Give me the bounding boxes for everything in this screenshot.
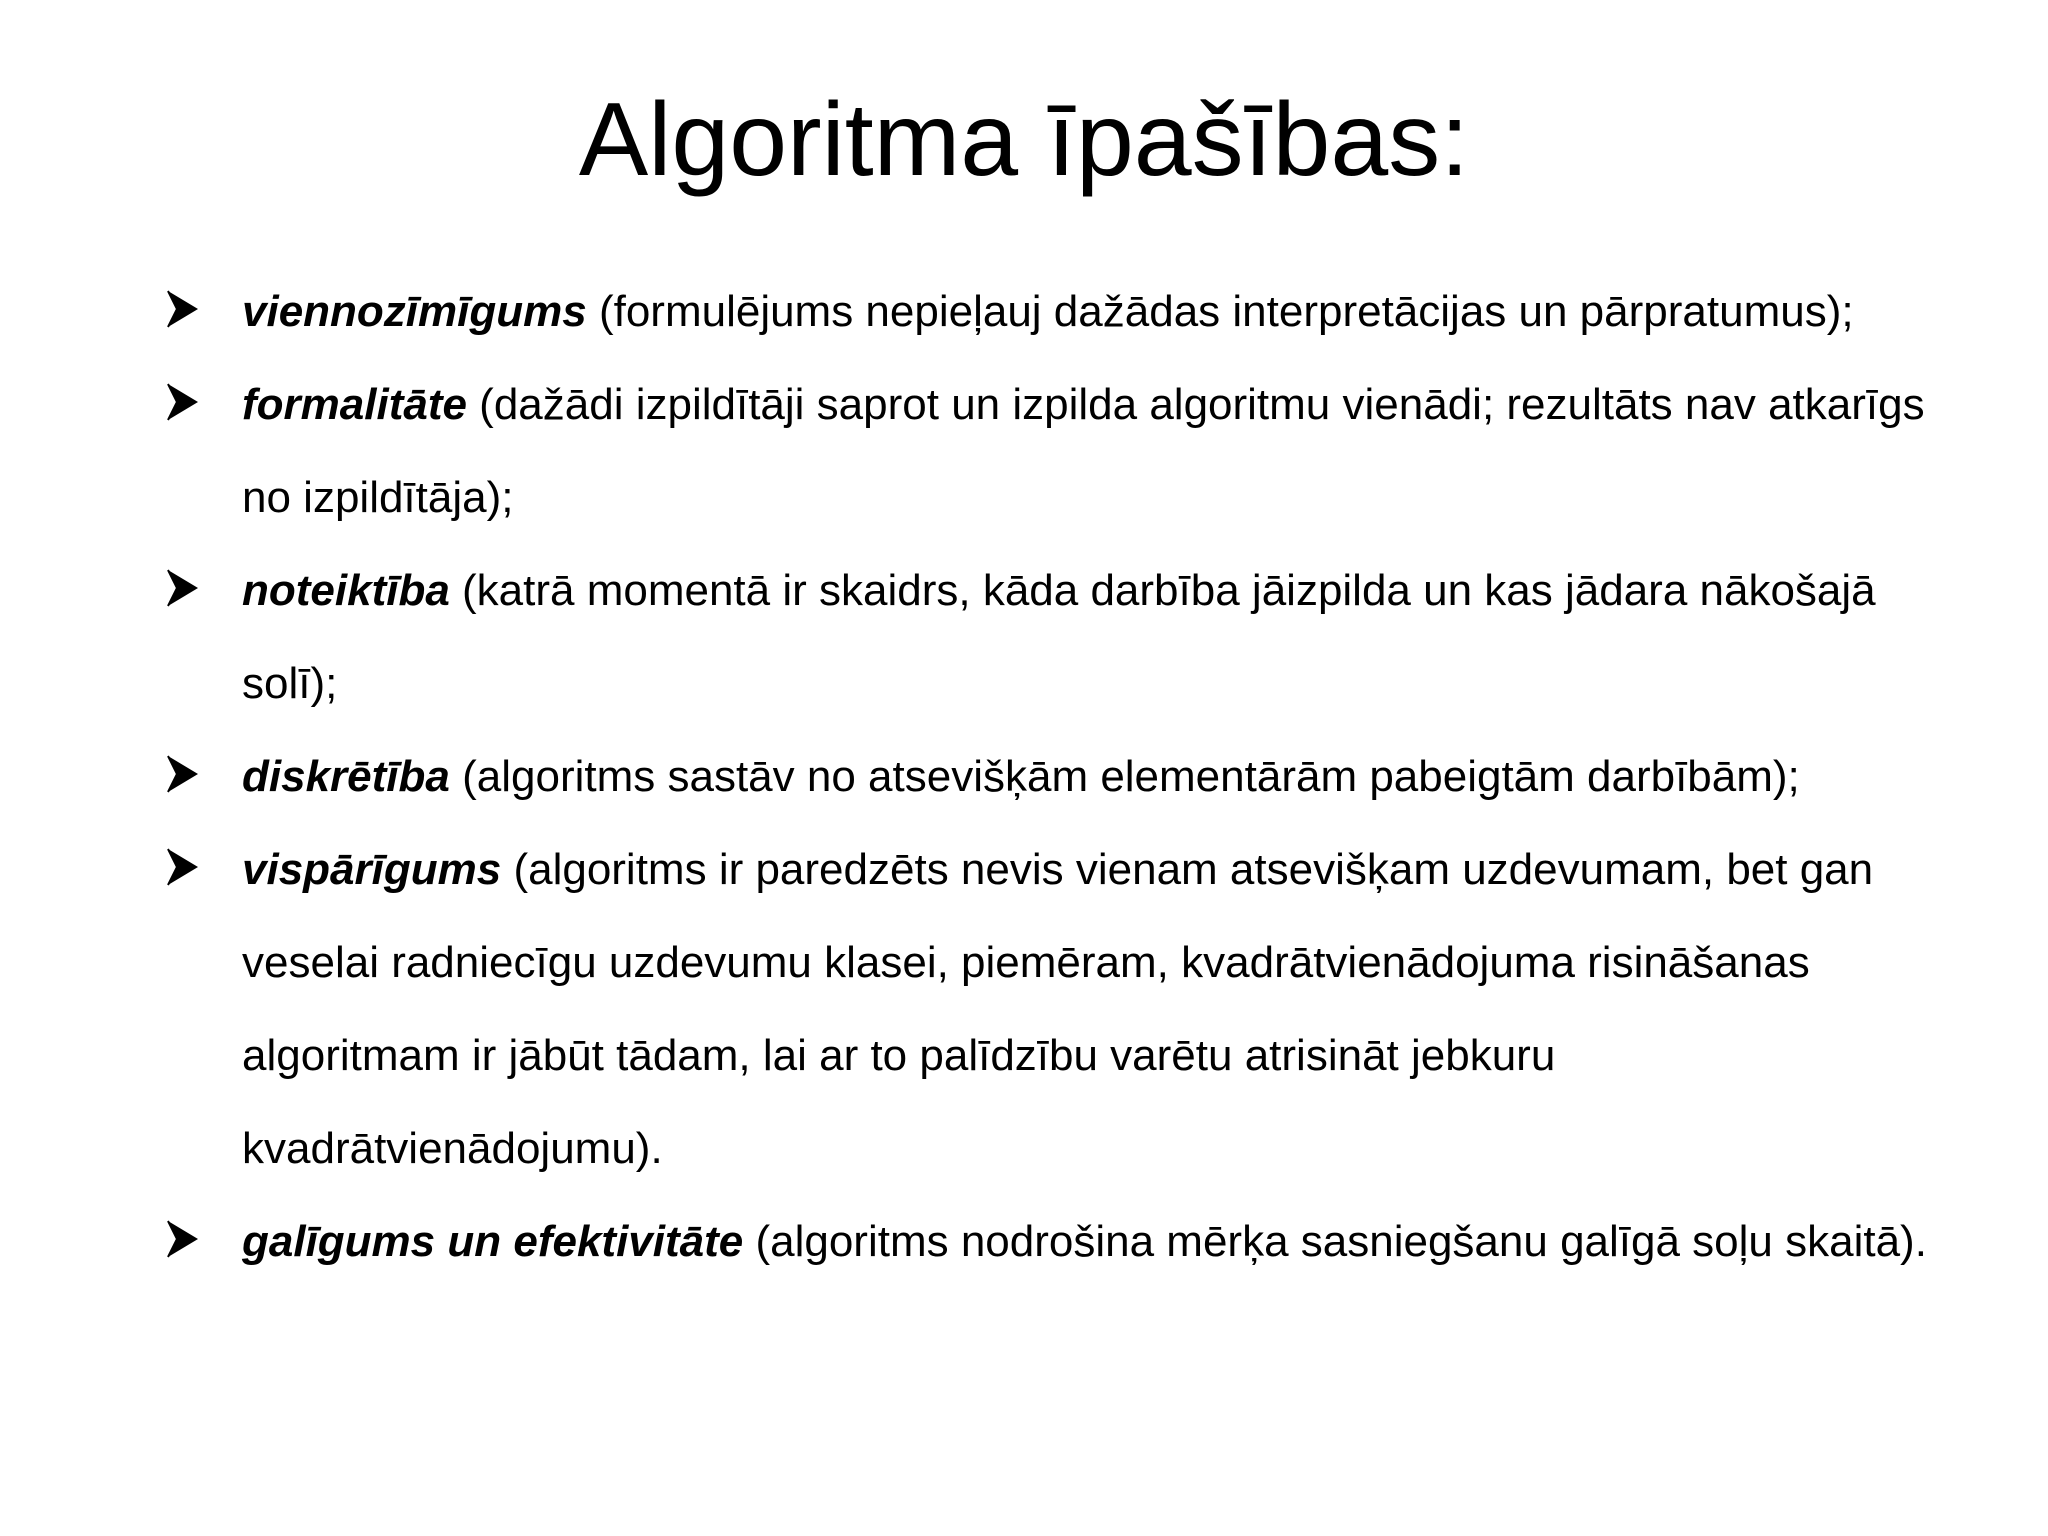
arrowhead-bullet-icon: [166, 289, 200, 329]
list-item: [166, 730, 1956, 823]
slide-title: Algoritma īpašības:: [578, 82, 1470, 198]
property-description: (dažādi izpildītāji saprot un izpilda algoritmu vienādi; rezultāts nav atkarīgs no izpildītāja);: [242, 380, 1925, 522]
property-description: (formulējums nepieļauj dažādas interpretācijas un pārpratumus);: [586, 287, 1854, 336]
arrowhead-bullet-icon: [166, 568, 200, 608]
property-description: (algoritms sastāv no atsevišķām elementārām pabeigtām darbībām);: [449, 752, 1800, 801]
list-item: [166, 544, 1956, 730]
arrowhead-bullet-icon: [166, 1219, 200, 1259]
property-term: galīgums un efektivitāte: [242, 1217, 744, 1266]
property-term: formalitāte: [242, 380, 467, 429]
property-description: (katrā momentā ir skaidrs, kāda darbība jāizpilda un kas jādara nākošajā solī);: [242, 566, 1876, 708]
property-description: (algoritms ir paredzēts nevis vienam atsevišķam uzdevumam, bet gan veselai radniecīgu uzdevumu klasei, piemēram, kvadrātvienādojuma risināšanas algoritmam ir jābūt tādam, lai ar to palīdzību varētu atrisināt jebkuru kvadrātvienādojumu).: [242, 845, 1874, 1173]
properties-list: [166, 265, 1956, 1288]
property-description: (algoritms nodrošina mērķa sasniegšanu galīgā soļu skaitā).: [743, 1217, 1927, 1266]
arrowhead-bullet-icon: [166, 382, 200, 422]
arrowhead-bullet-icon: [166, 754, 200, 794]
property-term: diskrētība: [242, 752, 450, 801]
property-term: vispārīgums: [242, 845, 502, 894]
property-term: noteiktība: [242, 566, 450, 615]
list-item: [166, 358, 1956, 544]
property-term: viennozīmīgums: [242, 287, 587, 336]
list-item: [166, 823, 1956, 1195]
arrowhead-bullet-icon: [166, 847, 200, 887]
list-item: [166, 265, 1956, 358]
list-item: [166, 1195, 1956, 1288]
